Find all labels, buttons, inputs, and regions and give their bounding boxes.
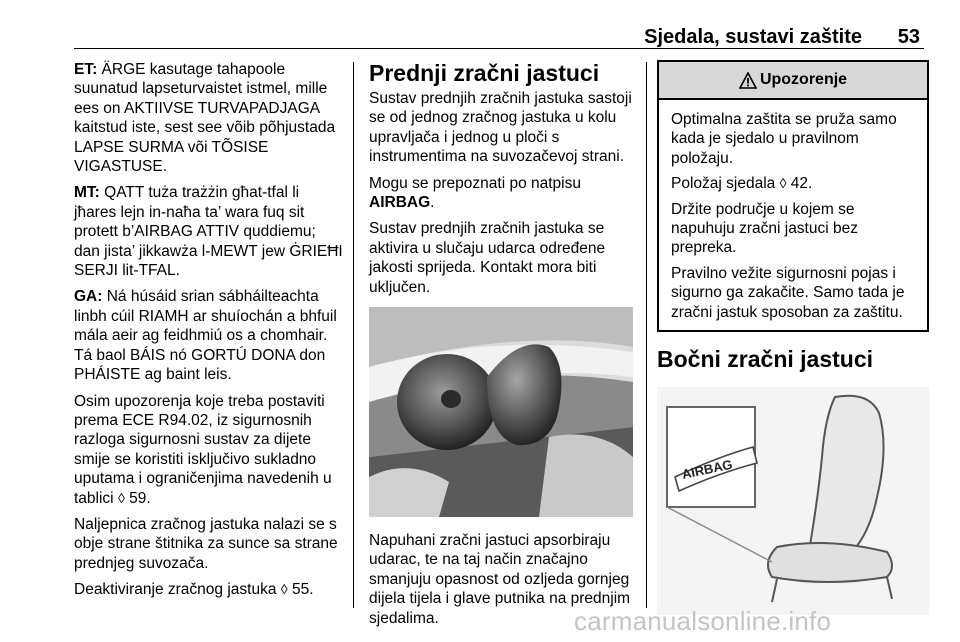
text-mt: QATT tuża trażżin għat-tfal li jħares lejn in-naħa ta’ wara fuq sit protett b’AIRBAG ATTIV quddiemu; dan jista’ jikkawża l-MEWT jew ĠRIEĦI SERJI lit-TFAL. xyxy=(74,184,343,280)
warning-estonian xyxy=(74,60,344,176)
warning-title: Upozorenje xyxy=(759,71,848,89)
page-number: 53 xyxy=(897,26,920,48)
warning-irish xyxy=(74,287,344,384)
column-left xyxy=(74,60,344,607)
ece-paragraph: Osim upozorenja koje treba postaviti prema ECE R94.02, iz sigurnosnih razloga sigurnosni sustav za dijete smije se koristiti isključivo sukladno uputama i ograničenjima navedenih u tablici ◊ 59. xyxy=(74,392,332,507)
photo-caption: Napuhani zračni jastuci apsorbiraju udarac, te na taj način značajno smanjuju opasnost od ozljeda gornjeg dijela tijela i glave putnika na prednjim sjedalima. xyxy=(369,532,631,627)
airbag-word: AIRBAG xyxy=(369,194,431,212)
lang-label-et: ET: xyxy=(74,61,98,78)
deactivation-paragraph: Deaktiviranje zračnog jastuka ◊ 55. xyxy=(74,581,314,599)
warning-text-2: Položaj sjedala ◊ 42. xyxy=(671,175,813,193)
lang-label-ga: GA: xyxy=(74,288,103,306)
column-middle xyxy=(369,60,633,635)
warning-header xyxy=(659,62,927,100)
column-divider xyxy=(353,62,354,608)
warning-text-3: Držite područje u kojem se napuhuju zračni jastuci bez prepreka. xyxy=(671,200,858,257)
page-ref-link[interactable]: 59. xyxy=(124,489,151,507)
warning-box xyxy=(657,60,929,332)
reference-arrow-icon: ◊ xyxy=(779,175,787,192)
front-airbags-photo xyxy=(369,307,633,517)
column-divider xyxy=(646,62,647,608)
lang-label-mt: MT: xyxy=(74,184,100,202)
system-description: Sustav prednjih zračnih jastuka sastoji se od jednog zračnog jastuka u kolu upravljača i jednog u ploči s instrumentima na suvozačevoj strani. xyxy=(369,90,632,166)
section-heading-side-airbags: Bočni zračni jastuci xyxy=(657,346,874,373)
reference-arrow-icon: ◊ xyxy=(280,581,288,598)
text-ga: Ná húsáid srian sábháilteachta linbh cúil RIAMH ar shuíochán a bhfuil mála aeir ag feidhmiú os a chomhair. Tá baol BÁIS nó GORTÚ DONA don PHÁISTE ag baint leis. xyxy=(74,288,337,384)
reference-arrow-icon: ◊ xyxy=(117,489,125,506)
label-location-paragraph: Naljepnica zračnog jastuka nalazi se s obje strane štitnika za sunce sa strane prednjeg suvozača. xyxy=(74,515,338,572)
activation-paragraph: Sustav prednjih zračnih jastuka se aktivira u slučaju udarca određene jakosti sprijeda. Kontakt mora biti uključen. xyxy=(369,220,606,296)
section-heading-front-airbags: Prednji zračni jastuci xyxy=(369,60,600,86)
warning-maltese xyxy=(74,183,344,280)
page-ref-link[interactable]: 55. xyxy=(287,581,314,599)
page-header xyxy=(74,22,924,49)
seat-drawing xyxy=(657,387,929,615)
seat-airbag-label: AIRBAG xyxy=(680,456,734,482)
column-right xyxy=(657,60,929,615)
side-airbag-seat-illustration xyxy=(657,387,929,615)
text-et: ÄRGE kasutage tahapoole suunatud lapseturvaistet istmel, mille ees on AKTIIVSE TURVAPADJAGA kaitstud iste, sest see võib põhjustada LAPSE SURMA või TÕSISE VIGASTUSE. xyxy=(74,61,336,176)
warning-body xyxy=(659,100,927,330)
airbag-label-paragraph: Mogu se prepoznati po natpisu AIRBAG. xyxy=(369,174,581,212)
inflated-airbags-illustration xyxy=(369,307,633,517)
header-title: Sjedala, sustavi zaštite xyxy=(644,26,862,48)
warning-text-4: Pravilno vežite sigurnosni pojas i sigurno ga zakačite. Samo tada je zračni jastuk sposoban za zaštitu. xyxy=(671,264,905,321)
warning-triangle-icon xyxy=(739,72,757,89)
watermark: carmanualsonline.info xyxy=(574,606,832,636)
page-ref-link[interactable]: 42. xyxy=(786,175,813,193)
warning-text-1: Optimalna zaštita se pruža samo kada je sjedalo u pravilnom položaju. xyxy=(671,111,897,167)
